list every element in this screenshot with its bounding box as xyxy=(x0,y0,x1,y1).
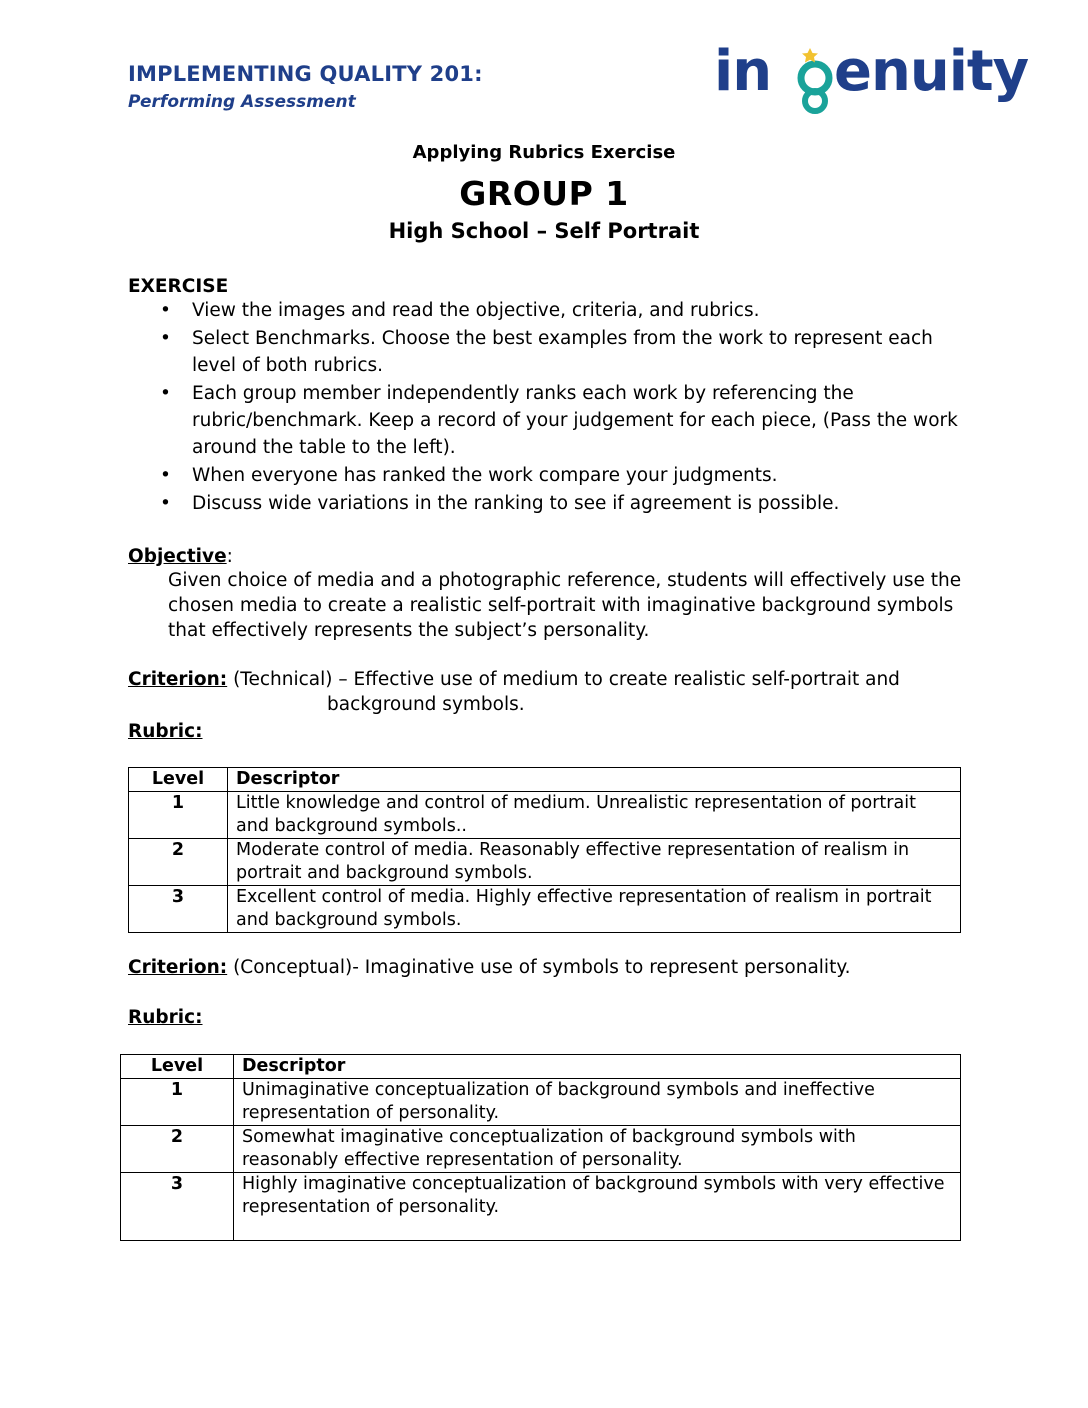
level-cell: 3 xyxy=(121,1173,234,1241)
descriptor-cell: Little knowledge and control of medium. Unrealistic representation of portrait and background symbols.. xyxy=(228,792,961,839)
column-header-level: Level xyxy=(129,768,228,792)
criterion-label: Criterion: xyxy=(128,957,228,978)
group-heading: GROUP 1 xyxy=(459,174,629,213)
list-item: • Each group member independently ranks each work by referencing the rubric/benchmark. Keep a record of your judgement for each piece, (Pass the work around the table to the left). xyxy=(128,380,968,461)
level-cell: 3 xyxy=(129,886,228,933)
objective-colon: : xyxy=(226,546,233,567)
level-cell: 2 xyxy=(121,1126,234,1173)
criterion-text: (Conceptual)- Imaginative use of symbols to represent personality. xyxy=(227,957,851,978)
descriptor-cell: Somewhat imaginative conceptualization of background symbols with reasonably effective representation of personality. xyxy=(234,1126,961,1173)
column-header-descriptor: Descriptor xyxy=(234,1055,961,1079)
descriptor-cell: Highly imaginative conceptualization of background symbols with very effective representation of personality. xyxy=(234,1173,961,1241)
objective-heading-line xyxy=(128,543,233,570)
descriptor-cell: Unimaginative conceptualization of background symbols and ineffective representation of personality. xyxy=(234,1079,961,1126)
objective-body: Given choice of media and a photographic reference, students will effectively use the chosen media to create a realistic self-portrait with imaginative background symbols that effectively represents the subject’s personality. xyxy=(168,570,962,641)
rubric-table-technical xyxy=(128,767,961,933)
rubric-heading: Rubric: xyxy=(128,1007,203,1028)
course-title: IMPLEMENTING QUALITY 201: xyxy=(128,62,483,86)
descriptor-cell: Excellent control of media. Highly effective representation of realism in portrait and background symbols. xyxy=(228,886,961,933)
column-header-descriptor: Descriptor xyxy=(228,768,961,792)
list-item: • Discuss wide variations in the ranking to see if agreement is possible. xyxy=(128,490,968,517)
criterion-technical xyxy=(128,667,968,717)
descriptor-cell: Moderate control of media. Reasonably effective representation of realism in portrait and background symbols. xyxy=(228,839,961,886)
list-item: • When everyone has ranked the work compare your judgments. xyxy=(128,462,968,489)
table-row xyxy=(121,1173,961,1241)
svg-text:enuity: enuity xyxy=(834,42,1029,104)
list-item: • View the images and read the objective, criteria, and rubrics. xyxy=(128,297,968,324)
course-subtitle: Performing Assessment xyxy=(128,92,356,112)
column-header-level: Level xyxy=(121,1055,234,1079)
table-row xyxy=(129,839,961,886)
exercise-title: Applying Rubrics Exercise xyxy=(412,142,676,163)
exercise-steps xyxy=(128,297,968,518)
level-cell: 2 xyxy=(129,839,228,886)
criterion-text-continued: background symbols. xyxy=(327,694,525,715)
table-header-row xyxy=(129,768,961,792)
level-cell: 1 xyxy=(129,792,228,839)
list-item: • Select Benchmarks. Choose the best examples from the work to represent each level of both rubrics. xyxy=(128,325,968,379)
rubric-table-conceptual xyxy=(120,1054,961,1241)
criterion-label: Criterion: xyxy=(128,669,228,690)
ingenuity-logo xyxy=(712,42,1052,114)
criterion-text: (Technical) – Effective use of medium to create realistic self-portrait and xyxy=(227,669,900,690)
table-header-row xyxy=(121,1055,961,1079)
document-subtitle: High School – Self Portrait xyxy=(388,219,700,243)
rubric-heading: Rubric: xyxy=(128,721,203,742)
table-row xyxy=(121,1126,961,1173)
objective-heading: Objective xyxy=(128,546,227,567)
svg-text:in: in xyxy=(714,42,772,104)
criterion-conceptual xyxy=(128,954,851,981)
table-row xyxy=(121,1079,961,1126)
exercise-heading: EXERCISE xyxy=(128,276,229,297)
table-row xyxy=(129,792,961,839)
table-row xyxy=(129,886,961,933)
level-cell: 1 xyxy=(121,1079,234,1126)
